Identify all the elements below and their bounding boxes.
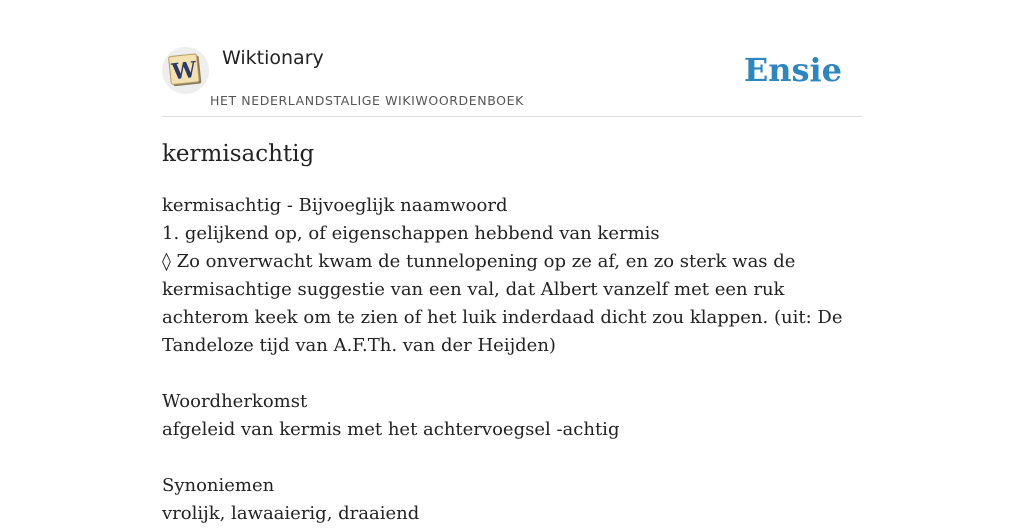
wiktionary-logo-icon[interactable] [162, 47, 209, 94]
etymology-heading: Woordherkomst [162, 391, 308, 412]
page [162, 0, 862, 524]
definition-header: kermisachtig - Bijvoeglijk naamwoord [162, 195, 508, 216]
definition-text: 1. gelijkend op, of eigenschappen hebbend van kermis [162, 223, 660, 244]
spacer [162, 360, 862, 388]
site-tagline: HET NEDERLANDSTALIGE WIKIWOORDENBOEK [210, 93, 524, 108]
example-sentence: ◊ Zo onverwacht kwam de tunnelopening op ze af, en zo sterk was de kermisachtige suggestie van een val, dat Albert vanzelf met een ruk achterom keek om te zien of het luik inderdaad dicht zou klappen. (uit: De Tandeloze tijd van A.F.Th. van der Heijden) [162, 251, 843, 356]
etymology-text: afgeleid van kermis met het achtervoegsel -achtig [162, 419, 620, 440]
page-title: kermisachtig [162, 141, 315, 167]
svg-text:W: W [170, 56, 198, 86]
site-name[interactable]: Wiktionary [222, 47, 324, 69]
spacer [162, 444, 862, 472]
entry-content [162, 192, 862, 528]
ensie-brand-link[interactable]: Ensie [743, 51, 842, 89]
synonyms-text: vrolijk, lawaaierig, draaiend [162, 503, 420, 524]
site-header [162, 0, 862, 117]
synonyms-heading: Synoniemen [162, 475, 275, 496]
